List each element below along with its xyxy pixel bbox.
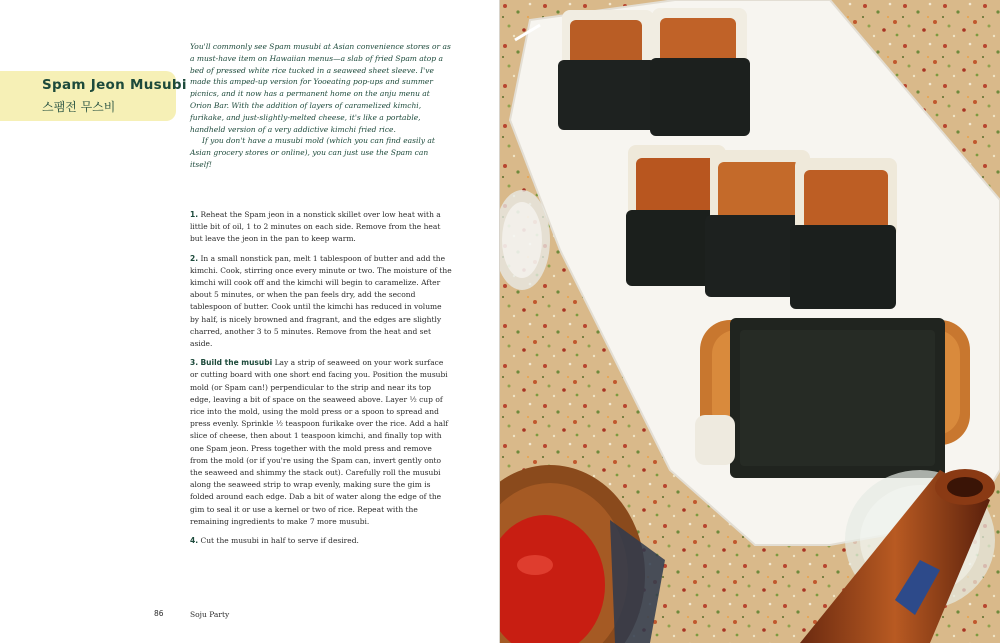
step-number: 4. bbox=[190, 536, 199, 546]
step-lead: Build the musubi bbox=[200, 358, 273, 368]
musubi-middle-3 bbox=[790, 158, 897, 309]
headnote-paragraph: If you don't have a musubi mold (which you can find easily at Asian grocery stores or online), you can just use the Spam can itself! bbox=[190, 136, 435, 169]
food-photo bbox=[500, 0, 1000, 643]
step-number: 1. bbox=[190, 210, 199, 219]
step-text: Reheat the Spam jeon in a nonstick skillet over low heat with a little bit of oil, 1 to 2 minutes on each side. Remove from the heat but leave the jeon in the pan to keep warm. bbox=[190, 210, 441, 244]
method-step bbox=[190, 253, 452, 351]
page-number: 86 bbox=[154, 609, 164, 618]
recipe-title: Spam Jeon Musubi bbox=[42, 77, 187, 93]
method-step bbox=[190, 209, 452, 246]
headnote bbox=[190, 41, 452, 171]
step-number: 2. bbox=[190, 253, 199, 263]
musubi-top-left bbox=[558, 10, 656, 130]
step-number: 3. bbox=[190, 358, 199, 368]
step-text: Cut the musubi in half to serve if desired. bbox=[200, 536, 359, 546]
method-steps bbox=[190, 209, 452, 554]
recipe-title-korean: 스팸전 무스비 bbox=[42, 100, 116, 114]
method-step bbox=[190, 535, 452, 547]
food-photo-illustration bbox=[500, 0, 1000, 643]
step-text: In a small nonstick pan, melt 1 tablespoon of butter and add the kimchi. Cook, stirring once every minute or two. The moisture of the kimchi will cook off and the kimchi will begin to caramelize. After about 5 minutes, or when the pan feels dry, add the second tablespoon of butter. Cook until the kimchi has reduced in volume by half, is nicely browned and fragrant, and the edges are slightly charred, another 3 to 5 minutes. Remove from the heat and set aside. bbox=[190, 253, 452, 349]
musubi-front bbox=[695, 318, 970, 478]
method-step bbox=[190, 357, 452, 528]
headnote-paragraph: You'll commonly see Spam musubi at Asian convenience stores or as a must-have item on Hawaiian menus—a slab of fried Spam atop a bed of pressed white rice tucked in a seaweed sheet sleeve. I've made this amped-up version for Yooeating pop-ups and summer picnics, and it now has a permanent home on the anju menu at Orion Bar. With the addition of layers of caramelized kimchi, furikake, and just-slightly-melted cheese, it's like a portable, handheld version of a very addictive kimchi fried rice. bbox=[190, 42, 451, 134]
running-title: Soju Party bbox=[190, 610, 230, 619]
step-text: Lay a strip of seaweed on your work surface or cutting board with one short end facing you. Position the musubi mold (or Spam can!) perpendicular to the strip and near its top edge, leaving a bit of space on the seaweed above. Layer ½ cup of rice into the mold, using the mold press or a spoon to spread and press evenly. Sprinkle ½ teaspoon furikake over the rice. Add a half slice of cheese, then about 1 teaspoon kimchi, and finally top with one Spam jeon. Press together with the mold press and remove from the mold (or if you're using the Spam can, invert gently onto the seaweed and shimmy the stack out). Carefully roll the musubi along the seaweed strip to wrap evenly, making sure the gim is folded around each edge. Dab a bit of water along the edge of the gim to seal it or use a kernel or two of rice. Repeat with the remaining ingredients to make 7 more musubi. bbox=[190, 358, 449, 526]
musubi-top-right bbox=[650, 8, 750, 136]
